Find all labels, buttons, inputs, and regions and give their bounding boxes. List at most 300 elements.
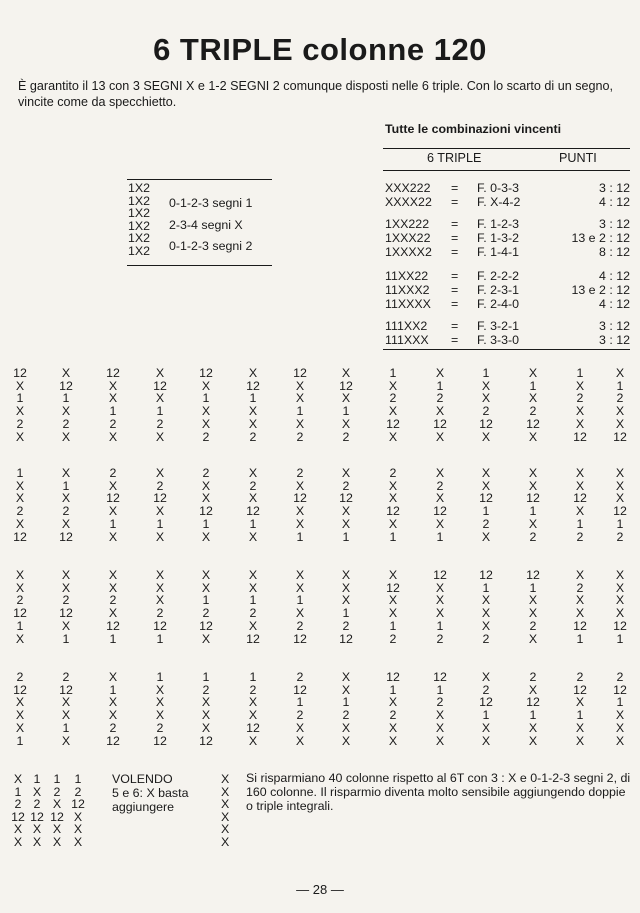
combination-row [385, 270, 630, 283]
grid-cell: 12 [199, 366, 213, 380]
grid-cell: X [155, 529, 165, 544]
grid-cell: X [61, 568, 71, 582]
grid-cell: X [248, 491, 258, 506]
extra-cell: X [32, 784, 42, 799]
grid-cell: 2 [296, 466, 304, 480]
grid-cell: X [15, 378, 25, 393]
grid-cell: 12 [199, 733, 213, 748]
extra-cell: X [52, 797, 62, 812]
grid-cell: X [435, 404, 445, 419]
grid-cell: X [15, 491, 25, 506]
grid-cell: X [388, 491, 398, 506]
grid-cell: X [15, 708, 25, 723]
volendo-text [112, 772, 188, 814]
grid-cell: X [155, 568, 165, 582]
grid-cell: 2 [249, 429, 257, 444]
grid-cell: X [15, 568, 25, 582]
grid-cell: X [155, 466, 165, 480]
combination-punti: 4 : 12 [598, 269, 630, 283]
table-top-rule [383, 148, 630, 149]
grid-cell: X [61, 695, 71, 710]
grid-cell: 1 [482, 366, 490, 380]
grid-cell: X [388, 733, 398, 748]
grid-cell: 2 [389, 631, 397, 646]
combination-code: 11XXXX [385, 297, 431, 311]
grid-cell: 12 [246, 631, 260, 646]
grid-cell: 1 [249, 391, 257, 406]
grid-cell: X [481, 618, 491, 633]
grid-cell: 12 [13, 529, 27, 544]
grid-cell: 1 [249, 516, 257, 531]
extra-cell: 1 [14, 784, 22, 799]
grid-cell: 1 [62, 720, 70, 735]
combination-row [385, 218, 630, 231]
grid-cell: X [575, 478, 585, 493]
grid-cell: X [481, 529, 491, 544]
combination-formula: F. 1-2-3 [477, 217, 520, 231]
combination-code: 1XXX22 [385, 231, 431, 245]
combination-code: 11XX22 [385, 269, 429, 283]
combination-code: XXXX22 [385, 195, 432, 209]
grid-cell: 2 [482, 404, 490, 419]
grid-cell: X [61, 733, 71, 748]
x-cell: X [221, 772, 230, 786]
grid-cell: 1 [482, 504, 490, 519]
grid-cell: X [341, 391, 351, 406]
grid-cell: X [575, 568, 585, 582]
grid-cell: X [575, 593, 585, 608]
grid-cell: X [248, 416, 258, 431]
x-column [221, 773, 229, 849]
grid-cell: 2 [202, 606, 210, 621]
combination-eq: = [451, 195, 459, 209]
extra-cell: X [52, 835, 62, 849]
grid-cell: X [61, 580, 71, 595]
combination-code: 11XXX2 [385, 283, 430, 297]
grid-cell: X [528, 466, 538, 480]
grid-cell: X [201, 404, 211, 419]
grid-cell: 12 [106, 733, 120, 748]
grid-cell: 12 [433, 504, 447, 519]
grid-cell: X [248, 695, 258, 710]
extra-cell: X [13, 822, 23, 837]
combination-eq: = [451, 231, 459, 245]
grid-cell: X [528, 366, 538, 380]
grid-cell: 2 [436, 631, 444, 646]
grid-cell: X [575, 606, 585, 621]
grid-cell: X [108, 670, 118, 684]
extra-cell: 2 [33, 797, 41, 812]
grid-cell: 12 [246, 378, 260, 393]
grid-cell: X [248, 404, 258, 419]
grid-cell: 1 [109, 631, 117, 646]
grid-cell: X [528, 606, 538, 621]
pattern-bottom-rule [127, 265, 272, 266]
grid-cell: 1 [389, 618, 397, 633]
grid-cell: 2 [529, 670, 537, 684]
grid-cell: 12 [153, 618, 167, 633]
grid-cell: 12 [246, 504, 260, 519]
combination-formula: F. 2-3-1 [477, 283, 520, 297]
grid-cell: 1 [342, 529, 350, 544]
grid-cell: X [481, 466, 491, 480]
grid-cell: 1 [16, 618, 24, 633]
grid-cell: 12 [526, 416, 540, 431]
grid-cell: X [341, 720, 351, 735]
grid-cell: X [388, 695, 398, 710]
grid-cell: X [615, 366, 625, 380]
grid-cell: 12 [479, 491, 493, 506]
combination-punti: 8 : 12 [598, 245, 630, 259]
extra-cell: X [73, 809, 83, 824]
grid-cell: 12 [106, 366, 120, 380]
grid-cell: X [108, 580, 118, 595]
page-title: 6 TRIPLE colonne 120 [153, 32, 487, 67]
grid-cell: 1 [616, 631, 624, 646]
grid-cell: X [61, 466, 71, 480]
extra-cell: 12 [11, 809, 25, 824]
grid-cell: X [201, 631, 211, 646]
pattern-desc-1: 0-1-2-3 segni 1 [169, 196, 253, 210]
grid-cell: 1 [202, 593, 210, 608]
grid-cell: X [61, 366, 71, 380]
grid-cell: X [15, 631, 25, 646]
grid-cell: X [575, 404, 585, 419]
grid-cell: 2 [529, 529, 537, 544]
extra-cell: 1 [53, 772, 61, 786]
volendo-line: VOLENDO [112, 772, 173, 786]
grid-cell: 12 [479, 695, 493, 710]
grid-cell: X [528, 593, 538, 608]
grid-cell: X [201, 708, 211, 723]
grid-cell: 2 [389, 466, 397, 480]
grid-cell: 2 [296, 670, 304, 684]
grid-cell: 12 [153, 378, 167, 393]
grid-cell: 1 [296, 404, 304, 419]
grid-cell: X [61, 516, 71, 531]
grid-cell: 2 [16, 416, 24, 431]
grid-cell: 1 [436, 618, 444, 633]
grid-cell: 2 [62, 670, 70, 684]
grid-cell: 12 [386, 504, 400, 519]
grid-cell: X [108, 529, 118, 544]
grid-cell: 12 [293, 631, 307, 646]
combinations-heading: Tutte le combinazioni vincenti [385, 122, 562, 136]
grid-cell: X [295, 378, 305, 393]
grid-cell: X [61, 708, 71, 723]
grid-cell: X [108, 708, 118, 723]
grid-cell: 12 [573, 491, 587, 506]
col-header-punti: PUNTI [559, 151, 597, 165]
grid-cell: 1 [529, 580, 537, 595]
grid-cell: X [481, 670, 491, 684]
grid-cell: X [201, 478, 211, 493]
grid-cell: 1 [109, 404, 117, 419]
grid-cell: X [435, 606, 445, 621]
extra-cell: 2 [53, 784, 61, 799]
grid-cell: 12 [246, 720, 260, 735]
combination-eq: = [451, 181, 459, 195]
grid-cell: X [108, 504, 118, 519]
grid-cell: X [435, 580, 445, 595]
grid-cell: 1 [62, 478, 70, 493]
combination-code: XXX222 [385, 181, 431, 195]
combination-punti: 4 : 12 [598, 195, 630, 209]
extra-cell: 2 [14, 797, 22, 812]
combination-row [385, 298, 630, 311]
grid-cell: X [155, 682, 165, 697]
grid-cell: X [248, 366, 258, 380]
grid-cell: 12 [613, 682, 627, 697]
grid-cell: X [341, 670, 351, 684]
grid-cell: 2 [529, 618, 537, 633]
grid-cell: X [201, 720, 211, 735]
grid-cell: X [201, 568, 211, 582]
grid-cell: 12 [339, 631, 353, 646]
grid-cell: 1 [389, 366, 397, 380]
grid-cell: X [201, 580, 211, 595]
grid-cell: 1 [616, 378, 624, 393]
combination-formula: F. 3-2-1 [477, 319, 520, 333]
grid-cell: X [435, 466, 445, 480]
grid-cell: 2 [249, 478, 257, 493]
grid-cell: X [248, 618, 258, 633]
grid-cell: 2 [616, 529, 624, 544]
grid-cell: 12 [199, 618, 213, 633]
extra-cell: X [73, 835, 83, 849]
grid-cell: 12 [613, 429, 627, 444]
grid-cell: X [108, 429, 118, 444]
combination-punti: 4 : 12 [598, 297, 630, 311]
combination-code: 1XX222 [385, 217, 430, 231]
grid-cell: 1 [529, 378, 537, 393]
grid-cell: X [248, 529, 258, 544]
grid-cell: X [155, 429, 165, 444]
grid-cell: X [615, 593, 625, 608]
grid-cell: 1 [342, 695, 350, 710]
grid-cell: X [481, 478, 491, 493]
pattern-top-rule [127, 179, 272, 180]
grid-cell: X [108, 568, 118, 582]
grid-cell: 1 [616, 516, 624, 531]
grid-cell: X [481, 593, 491, 608]
extra-cell: 1 [74, 772, 82, 786]
grid-cell: 12 [293, 366, 307, 380]
grid-cell: 1 [202, 391, 210, 406]
grid-cell: 12 [59, 606, 73, 621]
grid-cell: X [528, 516, 538, 531]
grid-cell: 2 [342, 618, 350, 633]
combination-eq: = [451, 245, 459, 259]
grid-cell: X [155, 708, 165, 723]
combination-row [385, 232, 630, 245]
combination-formula: F. 0-3-3 [477, 181, 520, 195]
extra-cell: X [32, 835, 42, 849]
combination-row [385, 182, 630, 195]
grid-cell: 12 [433, 568, 447, 582]
grid-cell: X [155, 391, 165, 406]
grid-cell: 1 [576, 708, 584, 723]
grid-cell: 2 [436, 391, 444, 406]
grid-cell: X [295, 504, 305, 519]
grid-cell: X [388, 378, 398, 393]
grid-cell: 1 [342, 606, 350, 621]
grid-cell: X [575, 695, 585, 710]
grid-cell: 12 [479, 416, 493, 431]
grid-cell: 1 [156, 404, 164, 419]
grid-cell: X [481, 429, 491, 444]
grid-cell: 1 [616, 695, 624, 710]
grid-cell: 12 [433, 670, 447, 684]
grid-cell: 1 [296, 529, 304, 544]
grid-cell: X [528, 391, 538, 406]
grid-cell: 1 [249, 593, 257, 608]
grid-cell: X [388, 568, 398, 582]
grid-cell: 1 [249, 670, 257, 684]
grid-cell: X [341, 366, 351, 380]
grid-cell: X [528, 720, 538, 735]
grid-cell: 1 [109, 682, 117, 697]
grid-cell: 12 [13, 366, 27, 380]
combination-formula: F. 2-4-0 [477, 297, 520, 311]
grid-cell: X [435, 733, 445, 748]
grid-cell: 1 [16, 733, 24, 748]
grid-cell: X [61, 491, 71, 506]
grid-cell: 1 [482, 580, 490, 595]
grid-cell: 12 [573, 618, 587, 633]
extra-cell: 12 [71, 797, 85, 812]
grid-cell: 12 [153, 491, 167, 506]
combination-row [385, 196, 630, 209]
grid-cell: X [341, 593, 351, 608]
grid-cell: 2 [249, 682, 257, 697]
grid-cell: X [528, 429, 538, 444]
grid-cell: 2 [62, 504, 70, 519]
pattern-cell: 1X2 [128, 231, 151, 246]
grid-cell: 12 [526, 568, 540, 582]
grid-cell: 1 [156, 631, 164, 646]
grid-cell: X [201, 491, 211, 506]
grid-cell: X [155, 366, 165, 380]
grid-cell: 12 [573, 429, 587, 444]
grid-cell: 2 [529, 404, 537, 419]
grid-cell: 1 [436, 682, 444, 697]
grid-cell: X [341, 504, 351, 519]
grid-cell: X [201, 416, 211, 431]
grid-cell: X [15, 580, 25, 595]
combination-eq: = [451, 283, 459, 297]
x-cell: X [221, 834, 230, 849]
grid-cell: X [201, 695, 211, 710]
extra-cell: 12 [50, 809, 64, 824]
grid-cell: 1 [62, 631, 70, 646]
grid-cell: 2 [296, 618, 304, 633]
grid-cell: 12 [106, 618, 120, 633]
grid-cell: X [575, 378, 585, 393]
combination-eq: = [451, 319, 459, 333]
pattern-cell: 1X2 [128, 193, 151, 208]
grid-cell: X [575, 733, 585, 748]
combination-eq: = [451, 269, 459, 283]
grid-cell: 2 [296, 429, 304, 444]
grid-cell: 12 [293, 682, 307, 697]
grid-cell: X [528, 478, 538, 493]
combination-punti: 3 : 12 [598, 333, 630, 347]
grid-cell: X [481, 720, 491, 735]
grid-cell: 1 [389, 682, 397, 697]
grid-cell: X [575, 504, 585, 519]
pattern-column [128, 182, 150, 258]
grid-cell: 2 [389, 708, 397, 723]
grid-cell: X [341, 516, 351, 531]
combination-code: 1XXXX2 [385, 245, 432, 259]
grid-cell: X [615, 580, 625, 595]
grid-cell: X [615, 606, 625, 621]
grid-cell: 2 [156, 720, 164, 735]
grid-cell: X [295, 416, 305, 431]
grid-cell: X [248, 568, 258, 582]
combination-row [385, 334, 630, 347]
grid-cell: X [155, 695, 165, 710]
combination-punti: 3 : 12 [598, 319, 630, 333]
grid-cell: 12 [386, 580, 400, 595]
grid-cell: X [481, 606, 491, 621]
grid-cell: 2 [156, 606, 164, 621]
grid-cell: 12 [339, 378, 353, 393]
grid-cell: 1 [156, 670, 164, 684]
grid-cell: X [575, 466, 585, 480]
volendo-line: 5 e 6: X basta [112, 786, 189, 800]
extra-cell: 12 [30, 809, 44, 824]
x-cell: X [221, 784, 230, 799]
grid-cell: X [201, 378, 211, 393]
page-number: — 28 — [296, 882, 344, 897]
grid-cell: X [295, 516, 305, 531]
grid-cell: X [61, 429, 71, 444]
grid-cell: X [615, 733, 625, 748]
grid-cell: 12 [526, 695, 540, 710]
combination-formula: F. 2-2-2 [477, 269, 520, 283]
grid-cell: 2 [342, 478, 350, 493]
grid-cell: X [615, 404, 625, 419]
grid-cell: 1 [202, 516, 210, 531]
grid-cell: X [108, 378, 118, 393]
grid-cell: X [435, 593, 445, 608]
grid-cell: X [615, 478, 625, 493]
grid-cell: 1 [436, 378, 444, 393]
grid-cell: X [575, 416, 585, 431]
grid-cell: X [108, 695, 118, 710]
grid-cell: X [388, 593, 398, 608]
grid-cell: 12 [573, 682, 587, 697]
grid-cell: 1 [62, 391, 70, 406]
grid-cell: X [435, 491, 445, 506]
combination-eq: = [451, 297, 459, 311]
grid-cell: X [388, 516, 398, 531]
grid-cell: X [435, 516, 445, 531]
grid-cell: X [295, 580, 305, 595]
grid-cell: 2 [576, 529, 584, 544]
grid-cell: 12 [59, 529, 73, 544]
grid-cell: 2 [342, 708, 350, 723]
extra-cell: X [52, 822, 62, 837]
grid-cell: X [108, 606, 118, 621]
grid-cell: 12 [13, 606, 27, 621]
extra-cell: 1 [33, 772, 41, 786]
combination-eq: = [451, 217, 459, 231]
grid-cell: 12 [526, 491, 540, 506]
grid-cell: X [248, 708, 258, 723]
